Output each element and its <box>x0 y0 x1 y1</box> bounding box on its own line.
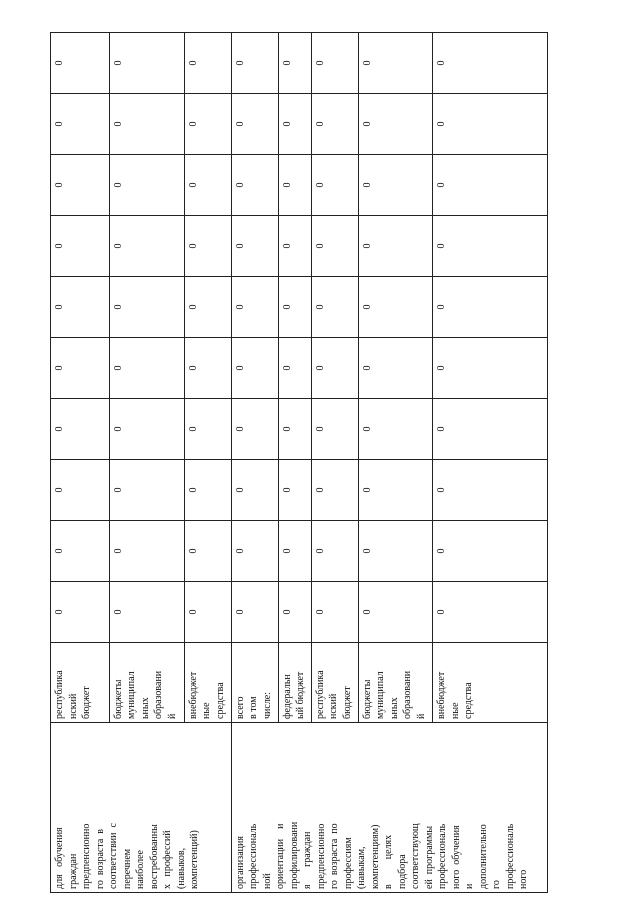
value-cell: 0 <box>433 33 548 94</box>
value-cell: 0 <box>51 521 110 582</box>
description-line: ного обучения <box>450 825 462 889</box>
funding-source-text: средства <box>214 682 226 719</box>
value-cell: 0 <box>51 33 110 94</box>
description-line: предпенсионно <box>81 823 92 889</box>
description-line: компетенций) <box>189 830 200 889</box>
rotated-table-wrapper <box>50 33 548 893</box>
description-line: ей программы <box>423 825 435 889</box>
funding-source-text: ные <box>449 702 461 719</box>
value-cell: 0 <box>358 399 433 460</box>
value-cell: 0 <box>433 155 548 216</box>
funding-source-cell <box>433 643 548 723</box>
row-description <box>51 723 232 893</box>
table-row <box>231 33 278 893</box>
value-cell: 0 <box>184 460 231 521</box>
value-cell: 0 <box>433 521 548 582</box>
funding-source-text: бюджеты <box>112 679 124 719</box>
description-line: го возраста по <box>329 823 341 889</box>
value-cell: 0 <box>109 460 184 521</box>
value-cell: 0 <box>278 582 311 643</box>
value-cell: 0 <box>184 399 231 460</box>
value-cell: 0 <box>358 94 433 155</box>
description-line: го возраста в <box>94 829 106 889</box>
value-cell: 0 <box>231 155 278 216</box>
description-line: х профессий <box>162 830 173 889</box>
description-line: предпенсионно <box>315 823 327 889</box>
value-cell: 0 <box>311 94 358 155</box>
value-cell: 0 <box>109 338 184 399</box>
funding-source-text: й <box>415 713 427 719</box>
value-cell: 0 <box>51 216 110 277</box>
funding-source-text: внебюджет <box>436 671 448 719</box>
value-cell: 0 <box>231 338 278 399</box>
value-cell: 0 <box>311 521 358 582</box>
value-cell: 0 <box>51 399 110 460</box>
value-cell: 0 <box>184 216 231 277</box>
funding-source-text: нский <box>328 693 340 719</box>
value-cell: 0 <box>278 399 311 460</box>
value-cell: 0 <box>311 33 358 94</box>
description-line: организация <box>234 836 246 889</box>
value-cell: 0 <box>109 521 184 582</box>
description-line: подбора <box>396 854 408 889</box>
funding-source-text: бюджеты <box>361 679 373 719</box>
value-cell: 0 <box>231 277 278 338</box>
description-line: профессиональ <box>248 823 260 889</box>
value-cell: 0 <box>109 155 184 216</box>
funding-source-cell <box>51 643 110 723</box>
funding-source-text: бюджет <box>81 686 92 719</box>
description-line: профессиям <box>342 837 354 889</box>
funding-source-text: образовани <box>402 670 414 719</box>
description-line: профилировани <box>288 821 300 889</box>
value-cell: 0 <box>51 460 110 521</box>
value-cell: 0 <box>231 399 278 460</box>
value-cell: 0 <box>184 277 231 338</box>
funding-source-cell <box>184 643 231 723</box>
value-cell: 0 <box>433 338 548 399</box>
value-cell: 0 <box>311 582 358 643</box>
value-cell: 0 <box>311 338 358 399</box>
value-cell: 0 <box>109 399 184 460</box>
description-line: профессиональ <box>504 823 516 889</box>
value-cell: 0 <box>231 216 278 277</box>
value-cell: 0 <box>433 399 548 460</box>
value-cell: 0 <box>51 155 110 216</box>
value-cell: 0 <box>51 277 110 338</box>
row-description-text <box>234 726 531 889</box>
value-cell: 0 <box>358 521 433 582</box>
description-line: соответствующ <box>410 823 422 889</box>
value-cell: 0 <box>358 216 433 277</box>
funding-source-text: бюджет <box>341 686 353 719</box>
funding-source-cell <box>358 643 433 723</box>
funding-source-text: нский <box>67 693 79 719</box>
value-cell: 0 <box>184 94 231 155</box>
funding-source-cell <box>278 643 311 723</box>
value-cell: 0 <box>184 521 231 582</box>
value-cell: 0 <box>231 33 278 94</box>
description-line: граждан <box>67 853 79 889</box>
funding-source-text: муниципал <box>375 671 387 719</box>
funding-source-text: ый бюджет <box>295 671 307 719</box>
value-cell: 0 <box>311 460 358 521</box>
value-cell: 0 <box>358 155 433 216</box>
description-line: наиболее <box>135 850 146 889</box>
description-line: для обучения <box>54 827 65 889</box>
description-line: соответствии с <box>108 823 119 889</box>
funding-source-text: внебюджет <box>187 671 199 719</box>
description-line: (навыкам, <box>356 846 368 889</box>
funding-source-text: средства <box>463 682 475 719</box>
value-cell: 0 <box>358 338 433 399</box>
value-cell: 0 <box>278 521 311 582</box>
value-cell: 0 <box>358 277 433 338</box>
value-cell: 0 <box>278 216 311 277</box>
value-cell: 0 <box>184 33 231 94</box>
funding-source-text: ные <box>201 702 213 719</box>
funding-source-text: всего <box>234 696 246 719</box>
description-line: го <box>491 880 503 889</box>
value-cell: 0 <box>278 155 311 216</box>
value-cell: 0 <box>311 277 358 338</box>
description-line: в целях <box>383 834 395 889</box>
funding-source-text: федеральн <box>281 674 293 719</box>
funding-source-text: образовани <box>153 670 165 719</box>
value-cell: 0 <box>278 94 311 155</box>
description-line: дополнительно <box>477 824 489 889</box>
value-cell: 0 <box>184 155 231 216</box>
row-description <box>231 723 547 893</box>
table-row <box>51 33 110 893</box>
description-line: ной <box>261 873 273 889</box>
table-body <box>51 33 548 893</box>
value-cell: 0 <box>231 582 278 643</box>
funding-source-text: муниципал <box>126 671 138 719</box>
funding-source-text: республика <box>54 670 65 719</box>
value-cell: 0 <box>231 460 278 521</box>
value-cell: 0 <box>358 460 433 521</box>
value-cell: 0 <box>278 460 311 521</box>
value-cell: 0 <box>109 582 184 643</box>
value-cell: 0 <box>311 155 358 216</box>
description-line: востребованны <box>148 824 160 889</box>
row-description-text <box>53 726 202 889</box>
value-cell: 0 <box>311 216 358 277</box>
value-cell: 0 <box>433 277 548 338</box>
value-cell: 0 <box>433 216 548 277</box>
funding-source-text: в том <box>248 696 260 719</box>
budget-table <box>50 32 548 893</box>
value-cell: 0 <box>358 33 433 94</box>
funding-source-text: й <box>166 713 178 719</box>
funding-source-text: числе: <box>261 691 273 719</box>
funding-source-text: ьных <box>139 697 151 719</box>
value-cell: 0 <box>109 277 184 338</box>
value-cell: 0 <box>184 338 231 399</box>
value-cell: 0 <box>278 338 311 399</box>
value-cell: 0 <box>433 460 548 521</box>
value-cell: 0 <box>51 94 110 155</box>
value-cell: 0 <box>109 33 184 94</box>
funding-source-text: ьных <box>388 697 400 719</box>
value-cell: 0 <box>433 582 548 643</box>
funding-source-cell <box>311 643 358 723</box>
description-line: профессиональ <box>437 823 449 889</box>
value-cell: 0 <box>51 582 110 643</box>
value-cell: 0 <box>311 399 358 460</box>
value-cell: 0 <box>278 33 311 94</box>
value-cell: 0 <box>184 582 231 643</box>
value-cell: 0 <box>109 94 184 155</box>
value-cell: 0 <box>358 582 433 643</box>
description-line: ного <box>518 869 530 889</box>
description-line: ориентации и <box>275 823 287 889</box>
value-cell: 0 <box>278 277 311 338</box>
description-line: перечнем <box>121 848 133 889</box>
description-line: (навыков, <box>175 847 187 889</box>
description-line: компетенциям) <box>369 824 381 889</box>
funding-source-cell <box>109 643 184 723</box>
value-cell: 0 <box>433 94 548 155</box>
funding-source-cell <box>231 643 278 723</box>
value-cell: 0 <box>231 94 278 155</box>
value-cell: 0 <box>231 521 278 582</box>
value-cell: 0 <box>51 338 110 399</box>
value-cell: 0 <box>109 216 184 277</box>
description-line: я граждан <box>302 831 314 889</box>
funding-source-text: республика <box>314 670 326 719</box>
description-line: и <box>464 883 476 889</box>
